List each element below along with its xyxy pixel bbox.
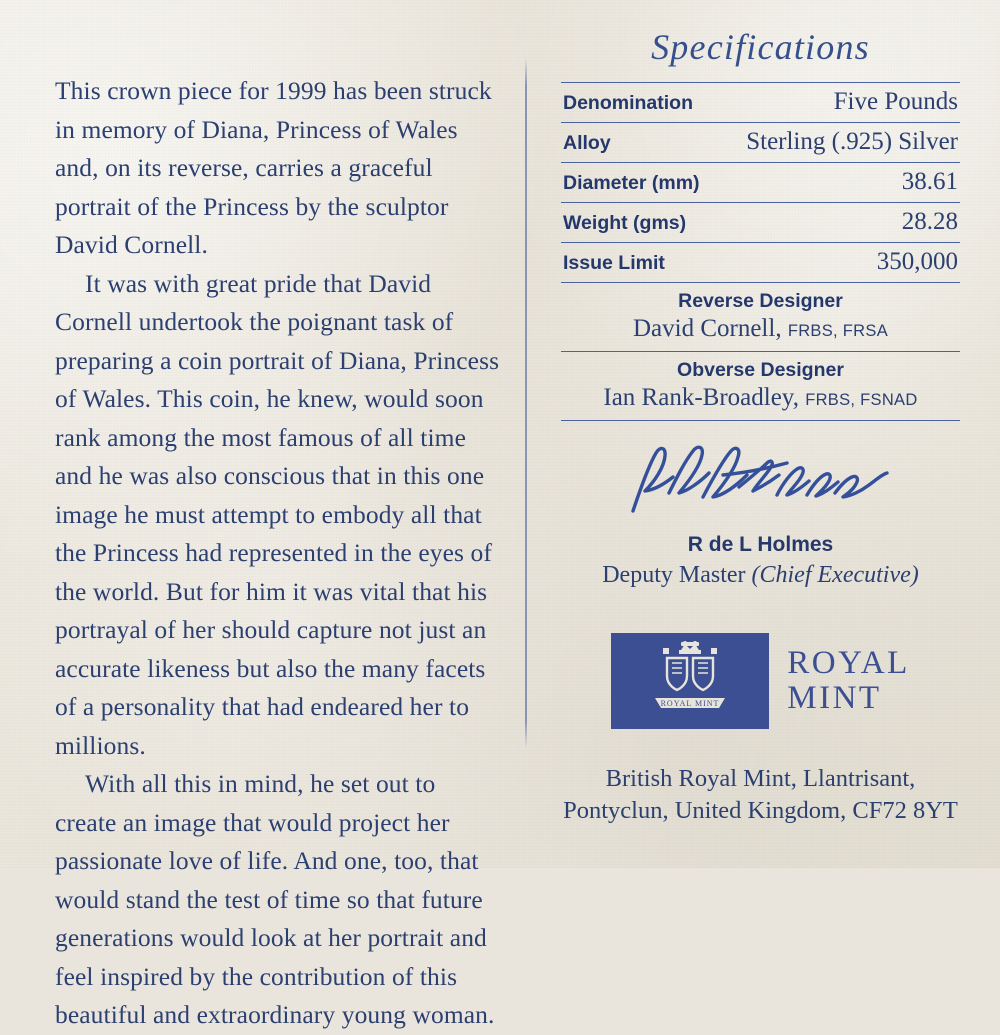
address-block: [561, 763, 960, 827]
right-specs-column: [527, 0, 1000, 868]
reverse-designer-block: [561, 283, 960, 352]
paragraph-1: This crown piece for 1999 has been struck in memory of Diana, Princess of Wales and, on its reverse, carries a graceful portrait of the Princess by the sculptor David Cornell.: [55, 76, 492, 259]
table-row: [561, 123, 960, 163]
reverse-designer-label: Reverse Designer: [678, 290, 843, 312]
signature-area: [561, 427, 960, 539]
reverse-designer-name: David Cornell: [632, 315, 776, 342]
obverse-designer-name-row: Ian Rank-Broadley, FRBS, FSNAD: [603, 384, 918, 411]
wordmark-line-2: MINT: [787, 680, 882, 716]
spec-label-weight: Weight (gms): [561, 203, 718, 243]
crest-caption: ROYAL MINT: [660, 699, 720, 708]
crest-shield-icon: [615, 636, 765, 726]
specifications-table: [561, 82, 960, 283]
spec-label-diameter: Diameter (mm): [561, 163, 718, 203]
royal-mint-logo: [561, 633, 960, 729]
address-line-2: Pontyclun, United Kingdom, CF72 8YT: [563, 797, 958, 824]
paragraph-3: With all this in mind, he set out to create an image that would project her passionate love of life. And one, too, that would stand the test of time so that future generations would look at her portrait and feel inspired by the contribution of this beautiful and extraordinary young woman.: [55, 769, 495, 1029]
table-row: [561, 83, 960, 123]
signatory-title-italic: (Chief Executive): [751, 562, 919, 588]
descriptive-text: [55, 72, 503, 1035]
obverse-designer-name: Ian Rank-Broadley: [603, 384, 793, 411]
reverse-designer-name-row: David Cornell, FRBS, FRSA: [632, 315, 889, 342]
royal-mint-crest-icon: [611, 633, 769, 729]
spec-value-issue-limit: 350,000: [718, 243, 960, 283]
spec-value-denomination: Five Pounds: [718, 83, 960, 123]
paragraph-2: It was with great pride that David Cornell undertook the poignant task of preparing a coin portrait of Diana, Princess of Wales. This coin, he knew, would soon rank among the most famous of all time and he was also conscious that in this one image he must attempt to embody all that the Princess had represented in the eyes of the world. But for him it was vital that his portrayal of her should capture not just an accurate likeness but also the many facets of a personality that had endeared her to millions.: [55, 268, 500, 760]
royal-mint-wordmark: [787, 646, 910, 716]
table-row: [561, 243, 960, 283]
spec-value-weight: 28.28: [718, 203, 960, 243]
spec-label-issue-limit: Issue Limit: [561, 243, 718, 283]
obverse-designer-post-nominals: FRBS, FSNAD: [805, 391, 918, 409]
obverse-designer-label: Obverse Designer: [677, 359, 844, 381]
specifications-title: Specifications: [651, 27, 870, 67]
reverse-designer-post-nominals: FRBS, FRSA: [787, 322, 889, 340]
address-line-1: British Royal Mint, Llantrisant,: [605, 765, 916, 792]
spec-label-denomination: Denomination: [561, 83, 718, 123]
signatory-title: [561, 562, 960, 589]
spec-value-alloy: Sterling (.925) Silver: [718, 123, 960, 163]
spec-value-diameter: 38.61: [718, 163, 960, 203]
table-row: [561, 163, 960, 203]
handwritten-signature-icon: [611, 433, 911, 533]
table-row: [561, 203, 960, 243]
signatory-title-plain: Deputy Master: [602, 562, 752, 588]
obverse-designer-block: [561, 352, 960, 421]
spec-label-alloy: Alloy: [561, 123, 718, 163]
signatory-name: R de L Holmes: [687, 533, 834, 556]
wordmark-line-1: ROYAL: [787, 645, 910, 681]
